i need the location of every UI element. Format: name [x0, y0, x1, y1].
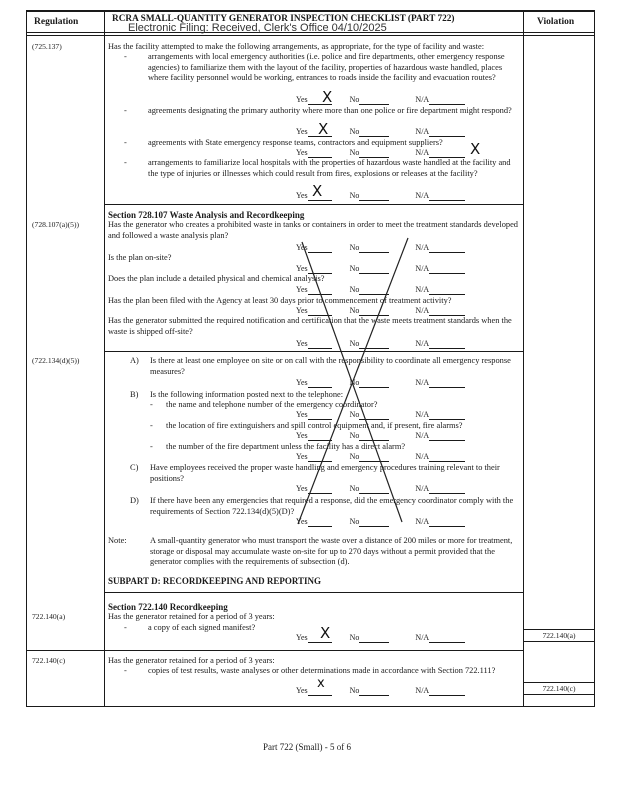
- answer-row: Yes No N/A: [296, 339, 465, 349]
- filing-stamp: Electronic Filing: Received, Clerk's Office 04/10/2025: [128, 22, 387, 34]
- answer-row: Yes No N/A: [296, 686, 465, 696]
- citation-722-140c: 722.140(c): [32, 656, 66, 665]
- item-label-d: D): [130, 496, 139, 505]
- sec1-question: Has the facility attempted to make the following arrangements, as appropriate, for the type of facility and waste:: [108, 42, 485, 51]
- checkmark: X: [322, 88, 333, 106]
- citation-722-134: (722.134(d)(5)): [32, 356, 80, 365]
- sec4-item: a copy of each signed manifest?: [148, 623, 256, 632]
- sec3-b-subitem-3: the number of the fire department unless the facility has a direct alarm?: [166, 442, 406, 451]
- answer-row: Yes No N/A: [296, 127, 465, 137]
- sec2-question-4: Has the plan been filed with the Agency at least 30 days prior to commencement of treatment activity?: [108, 296, 452, 305]
- sec2-question-1: Has the generator who creates a prohibited waste in tanks or containers in order to meet the treatment standards developed and followed a waste analysis plan?: [108, 220, 518, 240]
- violation-722-140a: 722.140(a): [523, 629, 595, 642]
- sec2-question-3: Does the plan include a detailed physical and chemical analysis?: [108, 274, 325, 283]
- answer-row: Yes No N/A: [296, 517, 465, 527]
- item-label-c: C): [130, 463, 139, 472]
- sec1-item-2: agreements designating the primary authority where more than one police or fire department might respond?: [148, 106, 512, 115]
- top-rule: [26, 10, 594, 12]
- bullet: -: [124, 623, 127, 632]
- sec3-item-a: Is there at least one employee on site or on call with the responsibility to coordinate all emergency response measures?: [150, 356, 511, 376]
- item-label-b: B): [130, 390, 139, 399]
- sec2-question-2: Is the plan on-site?: [108, 253, 172, 262]
- sec1-item-4: arrangements to familiarize local hospitals with the properties of hazardous waste handled at the facility and the type of injuries or illnesses which could result from fires, explosions or releases at the facility?: [148, 158, 511, 178]
- sec3-b-subitem-2: the location of fire extinguishers and spill control equipment and, if present, fire alarms?: [166, 421, 463, 430]
- answer-row: Yes No N/A: [296, 95, 465, 105]
- section-rule: [26, 650, 523, 651]
- answer-row: Yes No N/A: [296, 633, 465, 643]
- answer-row: Yes No N/A: [296, 243, 465, 253]
- answer-row: Yes No N/A: [296, 431, 465, 441]
- header-rule-2: [26, 35, 594, 36]
- sec1-item-1: arrangements with local emergency authorities (i.e. police and fire departments, other emergency response agencies) to familiarize them with the layout of the facility, properties of hazardous waste handled, places where facility personnel would be working, entrances to roads inside the facility and evacuation routes?: [148, 52, 505, 82]
- bullet: -: [124, 666, 127, 675]
- answer-row: Yes No N/A: [296, 191, 465, 201]
- left-border: [26, 10, 27, 707]
- not-applicable-cross: [280, 236, 420, 526]
- bullet: -: [124, 138, 127, 147]
- answer-row: Yes No N/A: [296, 285, 465, 295]
- violation-column-header: Violation: [537, 17, 575, 27]
- item-label-a: A): [130, 356, 139, 365]
- bullet: -: [124, 106, 127, 115]
- checkmark: X: [470, 140, 481, 158]
- sec2-question-5: Has the generator submitted the required notification and certification that the waste meets treatment standards when the waste is shipped off-site?: [108, 316, 512, 336]
- checkmark: X: [320, 624, 331, 642]
- section-722-140-title: Section 722.140 Recordkeeping: [108, 602, 228, 612]
- bullet: -: [124, 52, 127, 61]
- checkmark: X: [318, 120, 329, 138]
- sec1-item-3: agreements with State emergency response teams, contractors and equipment suppliers?: [148, 138, 443, 147]
- bullet: -: [150, 400, 153, 409]
- citation-722-140a: 722.140(a): [32, 612, 66, 621]
- sec5-item: copies of test results, waste analyses or other determinations made in accordance with Section 722.111?: [148, 666, 496, 675]
- sec5-question: Has the generator retained for a period of 3 years:: [108, 656, 275, 665]
- sec3-item-c: Have employees received the proper waste handling and emergency procedures training relevant to their positions?: [150, 463, 500, 483]
- checkmark: x: [317, 676, 325, 691]
- right-border: [594, 10, 595, 707]
- page-footer: Part 722 (Small) - 5 of 6: [263, 742, 351, 752]
- bullet: -: [150, 421, 153, 430]
- bullet: -: [150, 442, 153, 451]
- sec3-item-b: Is the following information posted next to the telephone:: [150, 390, 344, 399]
- answer-row: Yes No N/A: [296, 306, 465, 316]
- section-728-107-title: Section 728.107 Waste Analysis and Recordkeeping: [108, 210, 305, 220]
- regulation-column-header: Regulation: [34, 17, 79, 27]
- bottom-rule: [26, 706, 594, 707]
- bullet: -: [124, 158, 127, 167]
- citation-725-137: (725.137): [32, 42, 62, 51]
- section-rule: [104, 592, 523, 593]
- section-rule: [104, 204, 523, 205]
- note-text: A small-quantity generator who must transport the waste over a distance of 200 miles or more for treatment, storage or disposal may accumulate waste on-site for up to 270 days without a permit provided that the generator complies with the requirements of subsection (d).: [150, 536, 513, 566]
- answer-row: Yes No N/A: [296, 148, 465, 158]
- note-label: Note:: [108, 536, 127, 545]
- column-divider-left: [104, 10, 105, 707]
- sec3-b-subitem-1: the name and telephone number of the emergency coordinator?: [166, 400, 378, 409]
- answer-row: Yes No N/A: [296, 452, 465, 462]
- subpart-d-title: SUBPART D: RECORDKEEPING AND REPORTING: [108, 576, 322, 586]
- answer-row: Yes No N/A: [296, 264, 465, 274]
- violation-722-140c: 722.140(c): [523, 682, 595, 695]
- answer-row: Yes No N/A: [296, 484, 465, 494]
- answer-row: Yes No N/A: [296, 378, 465, 388]
- column-divider-right: [523, 10, 524, 707]
- answer-row: Yes No N/A: [296, 410, 465, 420]
- citation-728-107: (728.107(a)(5)): [32, 220, 80, 229]
- sec4-question: Has the generator retained for a period of 3 years:: [108, 612, 275, 621]
- checklist-title: RCRA SMALL-QUANTITY GENERATOR INSPECTION CHECKLIST (PART 722): [112, 14, 455, 24]
- sec3-item-d: If there have been any emergencies that required a response, did the emergency coordinator comply with the requirements of Section 722.134(d)(5)(D)?: [150, 496, 514, 516]
- checkmark: X: [312, 182, 323, 200]
